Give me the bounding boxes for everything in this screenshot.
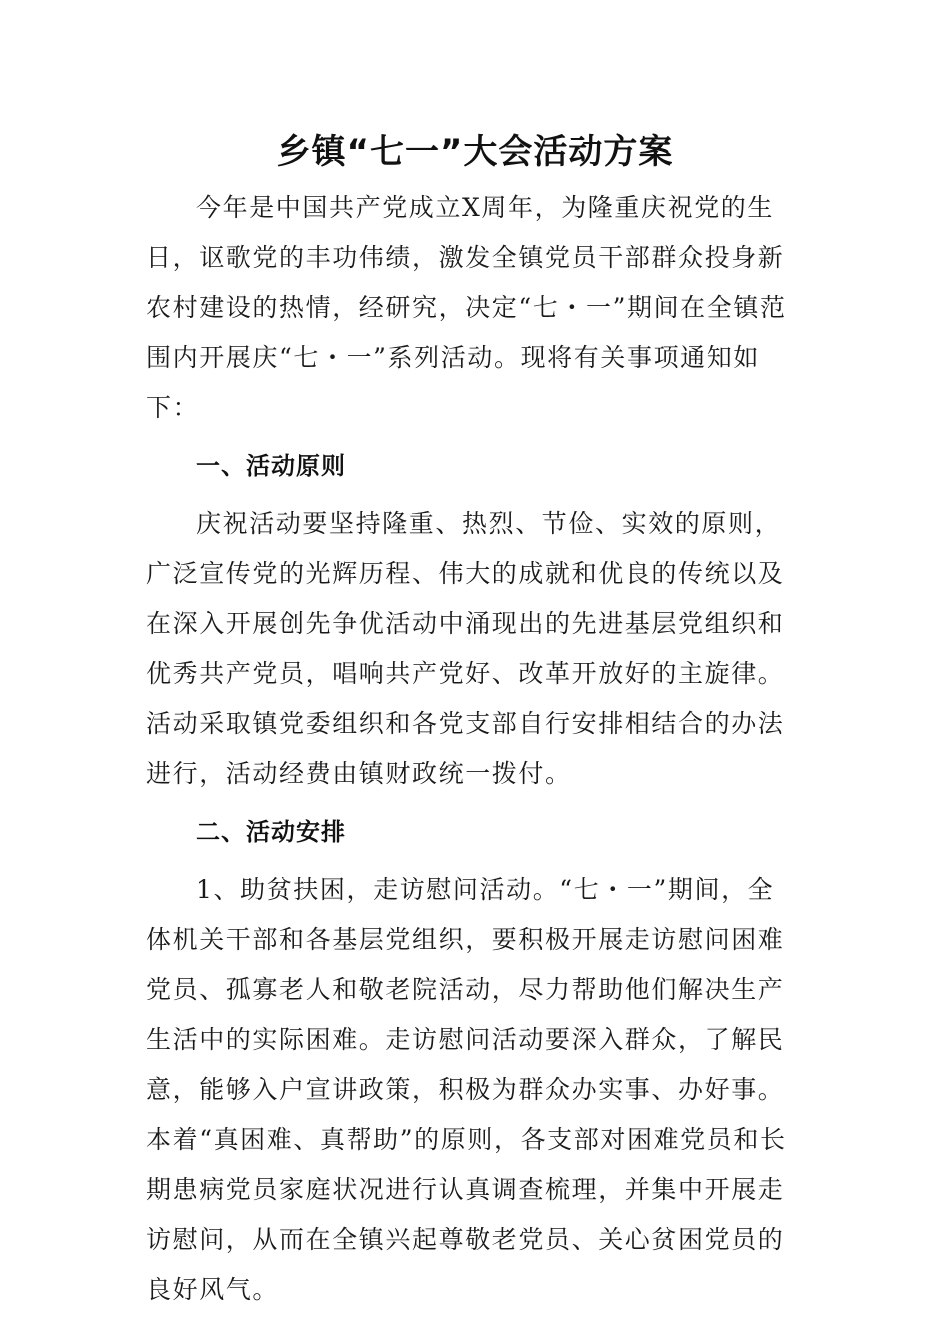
spacer	[146, 491, 796, 499]
arrangements-paragraph: 1、助贫扶困，走访慰问活动。“七・一”期间，全体机关干部和各基层党组织，要积极开展走访慰问困难党员、孤寡老人和敬老院活动，尽力帮助他们解决生产生活中的实际困难。走访慰问活动要深入群众，了解民意，能够入户宣讲政策，积极为群众办实事、办好事。本着“真困难、真帮助”的原则，各支部对困难党员和长期患病党员家庭状况进行认真调查梳理，并集中开展走访慰问，从而在全镇兴起尊敬老党员、关心贫困党员的良好风气。	[146, 875, 787, 1304]
section-heading-arrangements: 二、活动安排	[196, 818, 346, 846]
document-title: 乡镇“七一”大会活动方案	[276, 132, 674, 172]
spacer	[146, 799, 796, 807]
spacer	[146, 857, 796, 865]
section-heading-principles: 一、活动原则	[196, 452, 346, 480]
principles-paragraph: 庆祝活动要坚持隆重、热烈、节俭、实效的原则，广泛宣传党的光辉历程、伟大的成就和优良的传统以及在深入开展创先争优活动中涌现出的先进基层党组织和优秀共产党员，唱响共产党好、改革开放好的主旋律。活动采取镇党委组织和各党支部自行安排相结合的办法进行，活动经费由镇财政统一拨付。	[146, 509, 785, 788]
document-body	[146, 183, 796, 1315]
intro-paragraph: 今年是中国共产党成立X周年，为隆重庆祝党的生日，讴歌党的丰功伟绩，激发全镇党员干部群众投身新农村建设的热情，经研究，决定“七・一”期间在全镇范围内开展庆“七・一”系列活动。现将有关事项通知如下：	[146, 193, 787, 422]
spacer	[146, 433, 796, 441]
